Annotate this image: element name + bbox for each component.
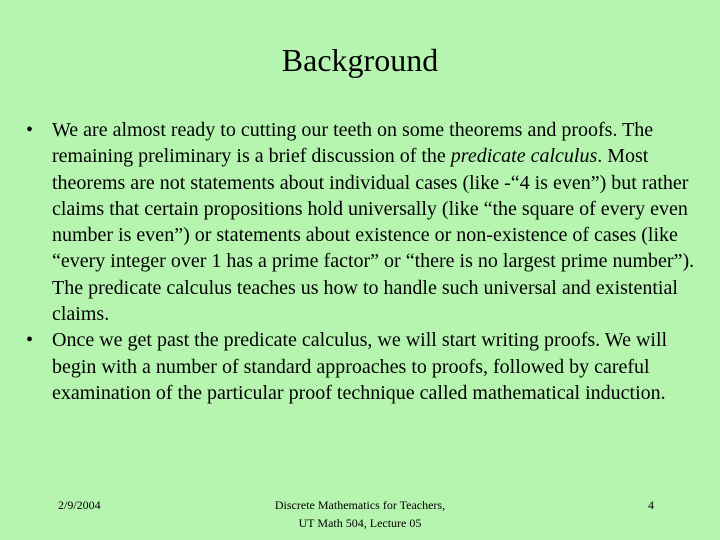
bullet-list xyxy=(20,117,698,406)
footer-page-number: 4 xyxy=(648,498,654,512)
bullet-text-1b-italic: predicate calculus xyxy=(450,145,598,168)
footer-date: 2/9/2004 xyxy=(58,498,101,512)
bullet-marker: • xyxy=(26,119,34,141)
bullet-marker: • xyxy=(26,329,34,352)
footer-course-line1: Discrete Mathematics for Teachers, xyxy=(274,498,446,512)
slide-title: Background xyxy=(281,42,439,78)
bullet-text-1a: We are almost ready to cutting our teeth on some theorems and proofs. The remaining preliminary is a brief discussion of the xyxy=(52,119,654,168)
bullet-item-1 xyxy=(20,117,698,327)
bullet-text-2: Once we get past the predicate calculus, we will start writing proofs. We will begin with a number of standard approaches to proofs, followed by careful examination of the particular proof technique called mathematical induction. xyxy=(52,329,668,404)
bullet-text-1c: . Most theorems are not statements about individual cases (like -“4 is even”) but rather claims that certain propositions hold universally (like “the square of every even number is even”) or statements about existence or non-existence of cases (like “every integer over 1 has a prime factor” or “there is no largest prime number”). The predicate calculus teaches us how to handle such universal and existential claims. xyxy=(52,145,695,326)
footer-course xyxy=(210,496,510,532)
bullet-item-2 xyxy=(20,327,698,406)
footer-course-line2: UT Math 504, Lecture 05 xyxy=(298,516,422,530)
